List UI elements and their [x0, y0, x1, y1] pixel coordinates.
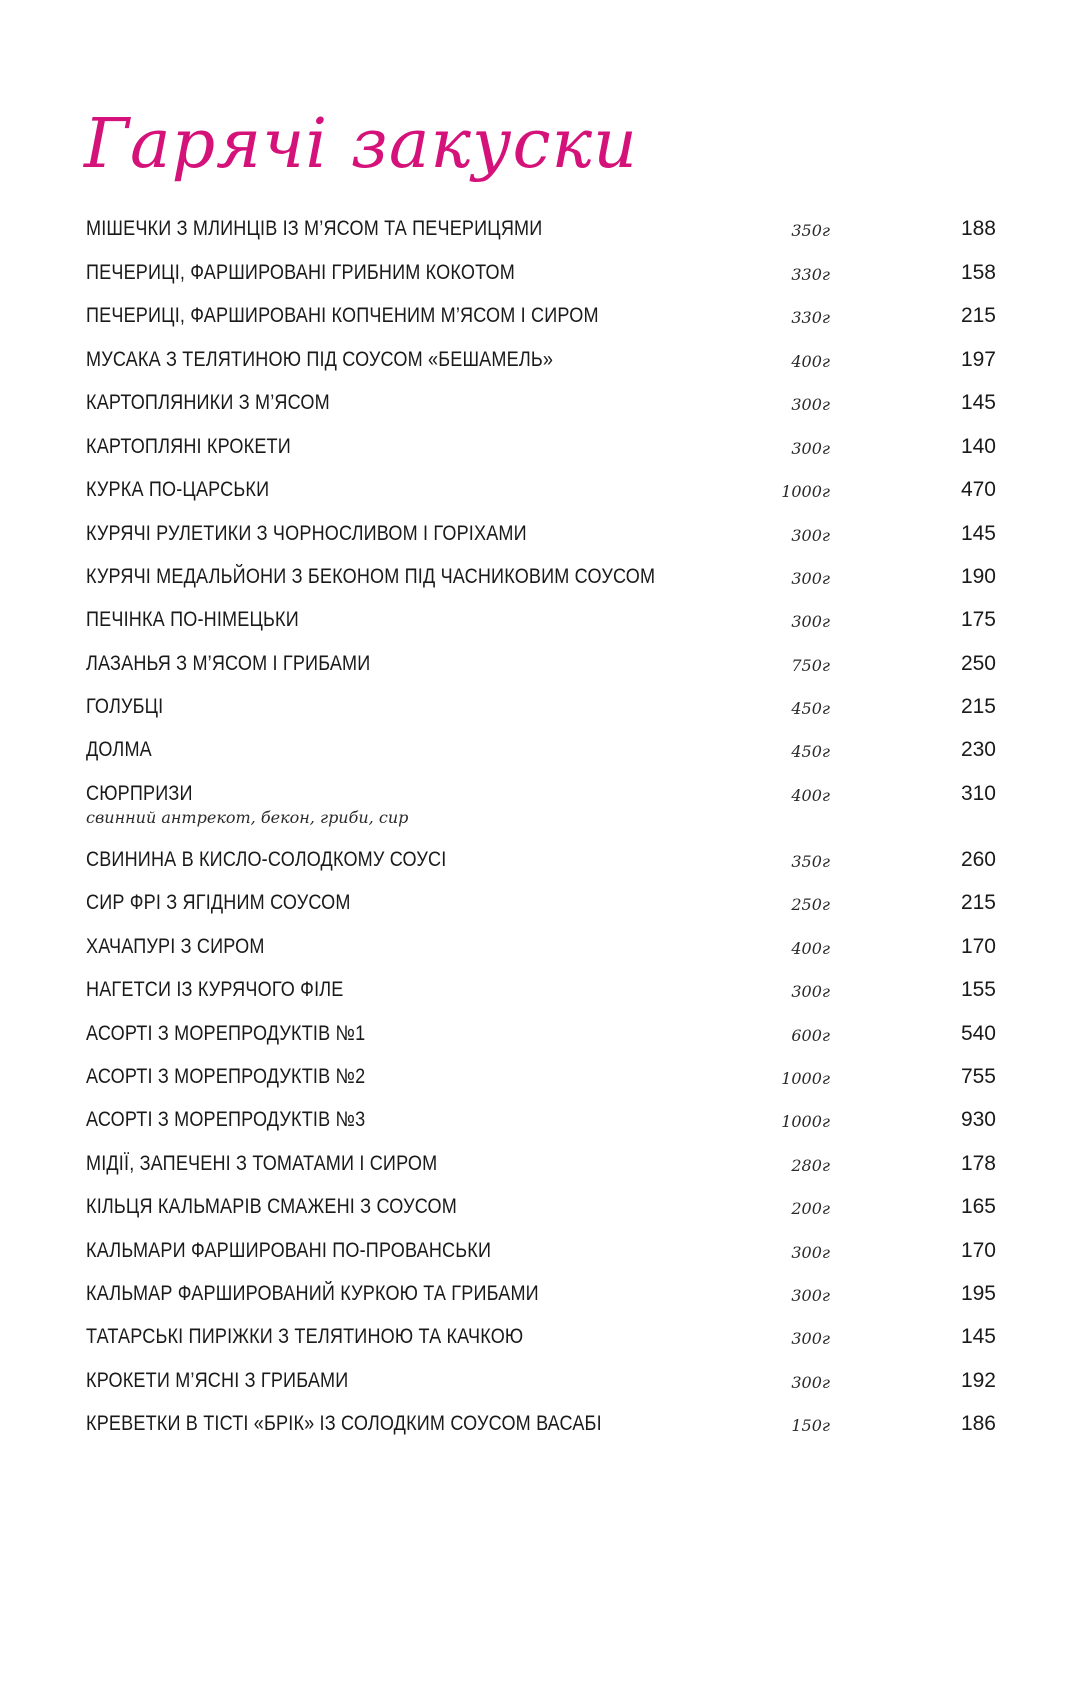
menu-item [86, 258, 996, 298]
menu-item [86, 1236, 996, 1276]
menu-item-weight: 330г [791, 265, 830, 284]
menu-item-name: АСОРТІ З МОРЕПРОДУКТІВ №3 [86, 1108, 366, 1131]
menu-item [86, 779, 996, 827]
menu-item [86, 649, 996, 689]
menu-item-name: ПЕЧЕРИЦІ, ФАРШИРОВАНІ ГРИБНИМ КОКОТОМ [86, 261, 515, 284]
menu-item-weight: 300г [791, 569, 830, 588]
menu-item-name: КАРТОПЛЯНІ КРОКЕТИ [86, 435, 291, 458]
menu-item [86, 214, 996, 254]
menu-item-weight: 400г [791, 352, 830, 371]
menu-item-weight: 280г [791, 1156, 830, 1175]
menu-item-name: КАЛЬМАРИ ФАРШИРОВАНІ ПО-ПРОВАНСЬКИ [86, 1239, 492, 1262]
menu-item-name: МІДІЇ, ЗАПЕЧЕНІ З ТОМАТАМИ І СИРОМ [86, 1152, 438, 1175]
menu-item-price: 260 [960, 848, 996, 871]
menu-item [86, 1149, 996, 1189]
menu-item-price: 470 [960, 478, 996, 501]
menu-item-name: СЮРПРИЗИ [86, 782, 193, 805]
menu-item-name: ДОЛМА [86, 738, 152, 761]
menu-item-price: 145 [960, 1325, 996, 1348]
menu-item-weight: 1000г [781, 482, 830, 501]
menu-item-weight: 300г [791, 1286, 830, 1305]
menu-item-price: 192 [960, 1369, 996, 1392]
menu-item [86, 1019, 996, 1059]
menu-item-price: 165 [960, 1195, 996, 1218]
menu-item-name: ПЕЧЕРИЦІ, ФАРШИРОВАНІ КОПЧЕНИМ М’ЯСОМ І СИРОМ [86, 304, 599, 327]
menu-item-name: ЛАЗАНЬЯ З М’ЯСОМ І ГРИБАМИ [86, 652, 371, 675]
menu-item-name: АСОРТІ З МОРЕПРОДУКТІВ №2 [86, 1065, 366, 1088]
menu-item-price: 215 [960, 695, 996, 718]
menu-item-name: КАРТОПЛЯНИКИ З М’ЯСОМ [86, 391, 330, 414]
menu-item-weight: 300г [791, 395, 830, 414]
menu-item-name: КРЕВЕТКИ В ТІСТІ «БРІК» ІЗ СОЛОДКИМ СОУСОМ ВАСАБІ [86, 1412, 602, 1435]
menu-item [86, 692, 996, 732]
menu-item-price: 197 [960, 348, 996, 371]
menu-item-weight: 350г [791, 852, 830, 871]
menu-item [86, 475, 996, 515]
menu-item-weight: 250г [791, 895, 830, 914]
menu-item [86, 1062, 996, 1102]
menu-item-weight: 400г [791, 786, 830, 805]
menu-item-price: 170 [960, 935, 996, 958]
menu-item-weight: 450г [791, 742, 830, 761]
menu-item-weight: 1000г [781, 1069, 830, 1088]
menu-item-weight: 300г [791, 612, 830, 631]
menu-item-price: 215 [960, 891, 996, 914]
menu-item-weight: 300г [791, 1373, 830, 1392]
menu-item-name: КАЛЬМАР ФАРШИРОВАНИЙ КУРКОЮ ТА ГРИБАМИ [86, 1282, 539, 1305]
menu-item-weight: 150г [791, 1416, 830, 1435]
menu-item [86, 605, 996, 645]
menu-item-name: КІЛЬЦЯ КАЛЬМАРІВ СМАЖЕНІ З СОУСОМ [86, 1195, 457, 1218]
menu-item-name: МІШЕЧКИ З МЛИНЦІВ ІЗ М’ЯСОМ ТА ПЕЧЕРИЦЯМИ [86, 217, 543, 240]
menu-item-name: ТАТАРСЬКІ ПИРІЖКИ З ТЕЛЯТИНОЮ ТА КАЧКОЮ [86, 1325, 524, 1348]
menu-item-weight: 400г [791, 939, 830, 958]
menu-item-price: 140 [960, 435, 996, 458]
menu-item-price: 188 [960, 217, 996, 240]
page-title: Гарячі закуски [84, 105, 638, 184]
menu-item-weight: 300г [791, 1329, 830, 1348]
menu-item-name: СИР ФРІ З ЯГІДНИМ СОУСОМ [86, 891, 351, 914]
menu-item [86, 562, 996, 602]
menu-item-price: 215 [960, 304, 996, 327]
menu-item [86, 432, 996, 472]
menu-item [86, 735, 996, 775]
menu-item-name: КРОКЕТИ М’ЯСНІ З ГРИБАМИ [86, 1369, 349, 1392]
menu-item-price: 540 [960, 1022, 996, 1045]
menu-item-price: 145 [960, 522, 996, 545]
menu-item [86, 1279, 996, 1319]
menu-item [86, 1366, 996, 1406]
menu-item-price: 175 [960, 608, 996, 631]
menu-item [86, 975, 996, 1015]
menu-item-weight: 450г [791, 699, 830, 718]
menu-item-price: 155 [960, 978, 996, 1001]
menu-item [86, 1192, 996, 1232]
menu-item-name: ХАЧАПУРІ З СИРОМ [86, 935, 265, 958]
menu-item [86, 345, 996, 385]
menu-item-weight: 300г [791, 439, 830, 458]
menu-item-price: 930 [960, 1108, 996, 1131]
menu-item [86, 301, 996, 341]
menu-item-price: 230 [960, 738, 996, 761]
menu-item-name: КУРЯЧІ РУЛЕТИКИ З ЧОРНОСЛИВОМ І ГОРІХАМИ [86, 522, 527, 545]
menu-item [86, 519, 996, 559]
menu-item-weight: 300г [791, 526, 830, 545]
menu-item-weight: 750г [791, 656, 830, 675]
menu-item-name: НАГЕТСИ ІЗ КУРЯЧОГО ФІЛЕ [86, 978, 344, 1001]
menu-item [86, 1409, 996, 1449]
menu-item-name: АСОРТІ З МОРЕПРОДУКТІВ №1 [86, 1022, 366, 1045]
menu-item-note: свинний антрекот, бекон, гриби, сир [86, 808, 409, 827]
menu-item [86, 845, 996, 885]
menu-item-weight: 300г [791, 1243, 830, 1262]
menu-item [86, 1322, 996, 1362]
menu-item-name: ПЕЧІНКА ПО-НІМЕЦЬКИ [86, 608, 299, 631]
menu-item-weight: 330г [791, 308, 830, 327]
menu-item [86, 932, 996, 972]
menu-item-name: КУРЯЧІ МЕДАЛЬЙОНИ З БЕКОНОМ ПІД ЧАСНИКОВИМ СОУСОМ [86, 565, 656, 588]
menu-item-price: 158 [960, 261, 996, 284]
menu-item-name: СВИНИНА В КИСЛО-СОЛОДКОМУ СОУСІ [86, 848, 447, 871]
menu-item-price: 145 [960, 391, 996, 414]
menu-item-name: МУСАКА З ТЕЛЯТИНОЮ ПІД СОУСОМ «БЕШАМЕЛЬ» [86, 348, 554, 371]
menu-item-weight: 1000г [781, 1112, 830, 1131]
menu-item-price: 186 [960, 1412, 996, 1435]
menu-item-price: 178 [960, 1152, 996, 1175]
menu-item-weight: 200г [791, 1199, 830, 1218]
menu-item-weight: 300г [791, 982, 830, 1001]
menu-item-price: 170 [960, 1239, 996, 1262]
menu-item-price: 250 [960, 652, 996, 675]
menu-item-name: ГОЛУБЦІ [86, 695, 164, 718]
menu-item-price: 310 [960, 782, 996, 805]
menu-item [86, 388, 996, 428]
menu-item-weight: 600г [791, 1026, 830, 1045]
menu-item-price: 190 [960, 565, 996, 588]
menu-item-price: 195 [960, 1282, 996, 1305]
menu-item-weight: 350г [791, 221, 830, 240]
menu-item [86, 888, 996, 928]
menu-item-name: КУРКА ПО-ЦАРСЬКИ [86, 478, 270, 501]
menu-item [86, 1105, 996, 1145]
menu-item-price: 755 [960, 1065, 996, 1088]
